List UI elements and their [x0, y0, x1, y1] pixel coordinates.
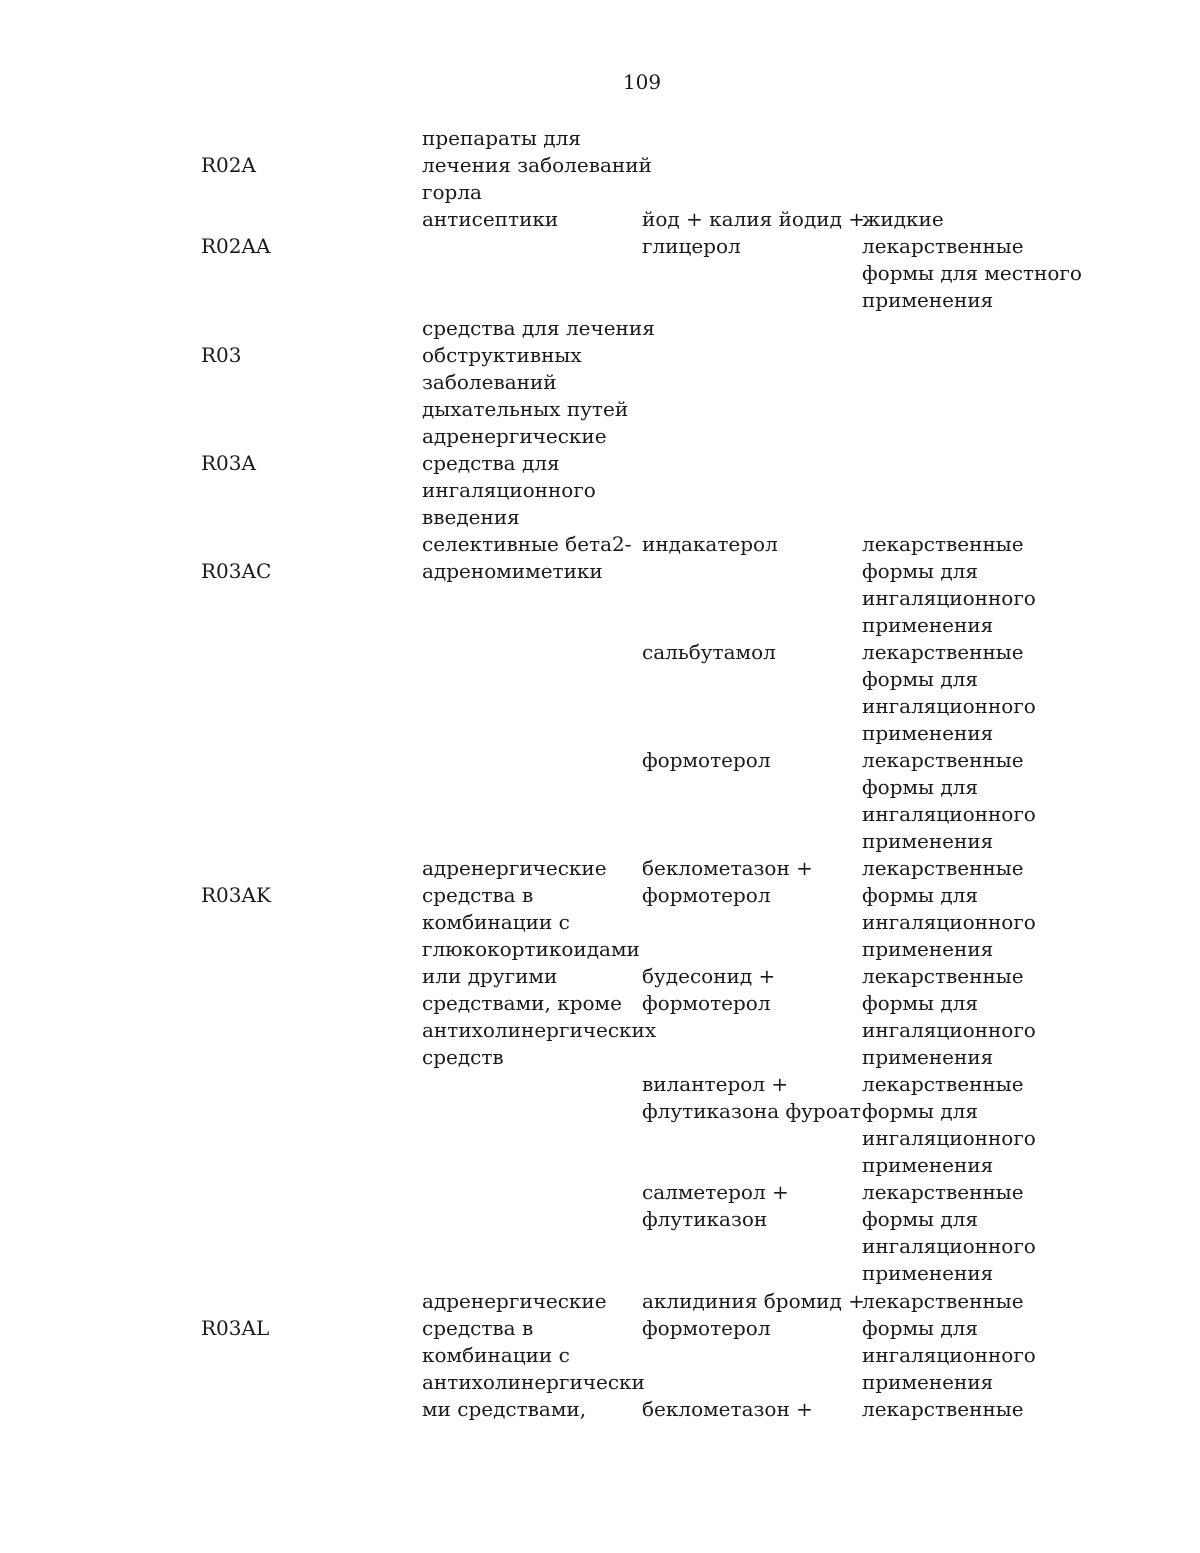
dosage-form: лекарственные формы для ингаляционного применения	[862, 748, 1036, 853]
dosage-form: лекарственные формы для ингаляционного применения	[862, 1180, 1036, 1285]
drug-name: формотерол	[642, 748, 771, 772]
dosage-form: лекарственные формы для ингаляционного применения	[862, 532, 1036, 637]
dosage-form: лекарственные	[862, 1397, 1024, 1421]
dosage-form: жидкие лекарственные формы для местного применения	[862, 207, 1082, 312]
atc-group-name: препараты для лечения заболеваний горла	[422, 126, 652, 204]
atc-group-name: адренергические средства для ингаляционного введения	[422, 424, 607, 529]
drug-name: аклидиния бромид + формотерол	[642, 1289, 865, 1340]
atc-group-name: адренергические средства в комбинации с антихолинергически ми средствами,	[422, 1289, 645, 1421]
atc-group-name: селективные бета2- адреномиметики	[422, 532, 632, 583]
dosage-form: лекарственные формы для ингаляционного применения	[862, 964, 1036, 1069]
atc-group-name: антисептики	[422, 207, 559, 231]
dosage-form: лекарственные формы для ингаляционного применения	[862, 856, 1036, 961]
drug-name: будесонид + формотерол	[642, 964, 776, 1015]
atc-code: R02A	[201, 153, 256, 177]
atc-code: R03A	[201, 451, 256, 475]
atc-code: R02AA	[201, 234, 271, 258]
dosage-form: лекарственные формы для ингаляционного применения	[862, 1072, 1036, 1177]
drug-name: сальбутамол	[642, 640, 776, 664]
atc-code: R03AC	[201, 559, 272, 583]
dosage-form: лекарственные формы для ингаляционного применения	[862, 640, 1036, 745]
drug-name: йод + калия йодид + глицерол	[642, 207, 866, 258]
drug-name: беклометазон +	[642, 1397, 813, 1421]
drug-name: беклометазон + формотерол	[642, 856, 813, 907]
dosage-form: лекарственные формы для ингаляционного применения	[862, 1289, 1036, 1394]
atc-code: R03AK	[201, 883, 271, 907]
atc-code: R03	[201, 343, 242, 367]
drug-name: индакатерол	[642, 532, 778, 556]
atc-code: R03AL	[201, 1316, 270, 1340]
drug-name: вилантерол + флутиказона фуроат	[642, 1072, 861, 1123]
page-number: 109	[622, 70, 662, 94]
drug-name: салметерол + флутиказон	[642, 1180, 789, 1231]
atc-group-name: средства для лечения обструктивных заболеваний дыхательных путей	[422, 316, 655, 421]
atc-group-name: адренергические средства в комбинации с глюкокортикоидами или другими средствами, кроме антихолинергических средств	[422, 856, 657, 1069]
